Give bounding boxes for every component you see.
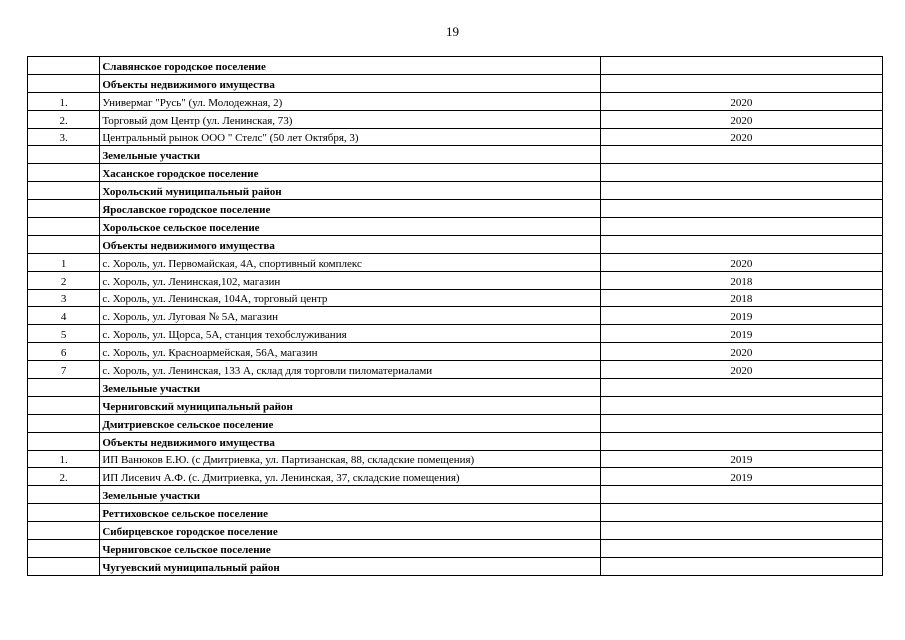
row-number <box>28 182 100 200</box>
row-name: Объекты недвижимого имущества <box>100 235 600 253</box>
section-row <box>28 486 883 504</box>
section-row <box>28 182 883 200</box>
row-number <box>28 74 100 92</box>
row-number: 5 <box>28 325 100 343</box>
row-year: 2020 <box>600 128 882 146</box>
row-name: Объекты недвижимого имущества <box>100 432 600 450</box>
row-number <box>28 414 100 432</box>
table-row <box>28 325 883 343</box>
table-row <box>28 307 883 325</box>
table-row <box>28 253 883 271</box>
row-name: Земельные участки <box>100 146 600 164</box>
row-year: 2020 <box>600 92 882 110</box>
row-name: Славянское городское поселение <box>100 57 600 75</box>
row-name: Черниговский муниципальный район <box>100 396 600 414</box>
section-row <box>28 432 883 450</box>
table-row <box>28 468 883 486</box>
row-number <box>28 557 100 575</box>
row-number: 3. <box>28 128 100 146</box>
row-year <box>600 164 882 182</box>
row-number: 3 <box>28 289 100 307</box>
section-row <box>28 164 883 182</box>
row-name: Хорольское сельское поселение <box>100 218 600 236</box>
row-year: 2020 <box>600 361 882 379</box>
row-year <box>600 557 882 575</box>
table-row <box>28 110 883 128</box>
row-number: 1. <box>28 450 100 468</box>
row-name: Центральный рынок ООО " Стелс" (50 лет Октября, 3) <box>100 128 600 146</box>
row-number <box>28 522 100 540</box>
row-number <box>28 396 100 414</box>
row-name: Черниговское сельское поселение <box>100 540 600 558</box>
row-year: 2018 <box>600 271 882 289</box>
objects-table <box>27 56 883 576</box>
row-name: с. Хороль, ул. Ленинская, 104А, торговый центр <box>100 289 600 307</box>
table-row <box>28 450 883 468</box>
row-year: 2020 <box>600 253 882 271</box>
section-row <box>28 146 883 164</box>
row-year <box>600 146 882 164</box>
row-name: Хорольский муниципальный район <box>100 182 600 200</box>
row-year <box>600 235 882 253</box>
section-row <box>28 522 883 540</box>
row-year: 2018 <box>600 289 882 307</box>
row-number <box>28 235 100 253</box>
section-row <box>28 57 883 75</box>
table-row <box>28 343 883 361</box>
section-row <box>28 218 883 236</box>
row-number <box>28 379 100 397</box>
table-row <box>28 361 883 379</box>
table-row <box>28 289 883 307</box>
table-row <box>28 92 883 110</box>
row-year <box>600 218 882 236</box>
page-number: 19 <box>446 24 459 39</box>
row-year <box>600 522 882 540</box>
row-number: 7 <box>28 361 100 379</box>
section-row <box>28 200 883 218</box>
section-row <box>28 557 883 575</box>
row-name: с. Хороль, ул. Ленинская, 133 А, склад для торговли пиломатериалами <box>100 361 600 379</box>
section-row <box>28 379 883 397</box>
row-name: ИП Ванюков Е.Ю. (с Дмитриевка, ул. Партизанская, 88, складские помещения) <box>100 450 600 468</box>
row-year <box>600 540 882 558</box>
row-name: Чугуевский муниципальный район <box>100 557 600 575</box>
table-body <box>28 57 883 576</box>
row-name: Сибирцевское городское поселение <box>100 522 600 540</box>
row-number <box>28 486 100 504</box>
row-year: 2019 <box>600 450 882 468</box>
row-number <box>28 540 100 558</box>
row-year <box>600 57 882 75</box>
row-number <box>28 164 100 182</box>
row-name: Земельные участки <box>100 486 600 504</box>
row-number <box>28 504 100 522</box>
row-number: 6 <box>28 343 100 361</box>
row-name: Реттиховское сельское поселение <box>100 504 600 522</box>
row-number: 2 <box>28 271 100 289</box>
row-name: Дмитриевское сельское поселение <box>100 414 600 432</box>
row-year: 2020 <box>600 343 882 361</box>
row-name: ИП Лисевич А.Ф. (с. Дмитриевка, ул. Ленинская, 37, складские помещения) <box>100 468 600 486</box>
row-number: 1 <box>28 253 100 271</box>
row-year <box>600 414 882 432</box>
row-year <box>600 432 882 450</box>
table-row <box>28 128 883 146</box>
section-row <box>28 540 883 558</box>
section-row <box>28 235 883 253</box>
row-year: 2019 <box>600 307 882 325</box>
row-number: 1. <box>28 92 100 110</box>
row-number: 2. <box>28 110 100 128</box>
row-year <box>600 504 882 522</box>
row-number <box>28 218 100 236</box>
row-number <box>28 146 100 164</box>
row-name: Ярославское городское поселение <box>100 200 600 218</box>
section-row <box>28 396 883 414</box>
row-year <box>600 200 882 218</box>
row-year <box>600 379 882 397</box>
row-year <box>600 74 882 92</box>
row-year <box>600 486 882 504</box>
section-row <box>28 414 883 432</box>
row-year <box>600 396 882 414</box>
section-row <box>28 504 883 522</box>
row-name: с. Хороль, ул. Красноармейская, 56А, магазин <box>100 343 600 361</box>
row-number <box>28 432 100 450</box>
row-number <box>28 200 100 218</box>
row-number: 2. <box>28 468 100 486</box>
row-name: с. Хороль, ул. Ленинская,102, магазин <box>100 271 600 289</box>
row-name: Объекты недвижимого имущества <box>100 74 600 92</box>
row-number <box>28 57 100 75</box>
row-name: с. Хороль, ул. Первомайская, 4А, спортивный комплекс <box>100 253 600 271</box>
row-name: с. Хороль, ул. Щорса, 5А, станция техобслуживания <box>100 325 600 343</box>
row-year: 2019 <box>600 325 882 343</box>
row-name: Хасанское городское поселение <box>100 164 600 182</box>
row-number: 4 <box>28 307 100 325</box>
section-row <box>28 74 883 92</box>
table-row <box>28 271 883 289</box>
row-name: Земельные участки <box>100 379 600 397</box>
row-name: Универмаг "Русь" (ул. Молодежная, 2) <box>100 92 600 110</box>
row-year: 2020 <box>600 110 882 128</box>
row-year: 2019 <box>600 468 882 486</box>
row-name: с. Хороль, ул. Луговая № 5А, магазин <box>100 307 600 325</box>
row-year <box>600 182 882 200</box>
row-name: Торговый дом Центр (ул. Ленинская, 73) <box>100 110 600 128</box>
